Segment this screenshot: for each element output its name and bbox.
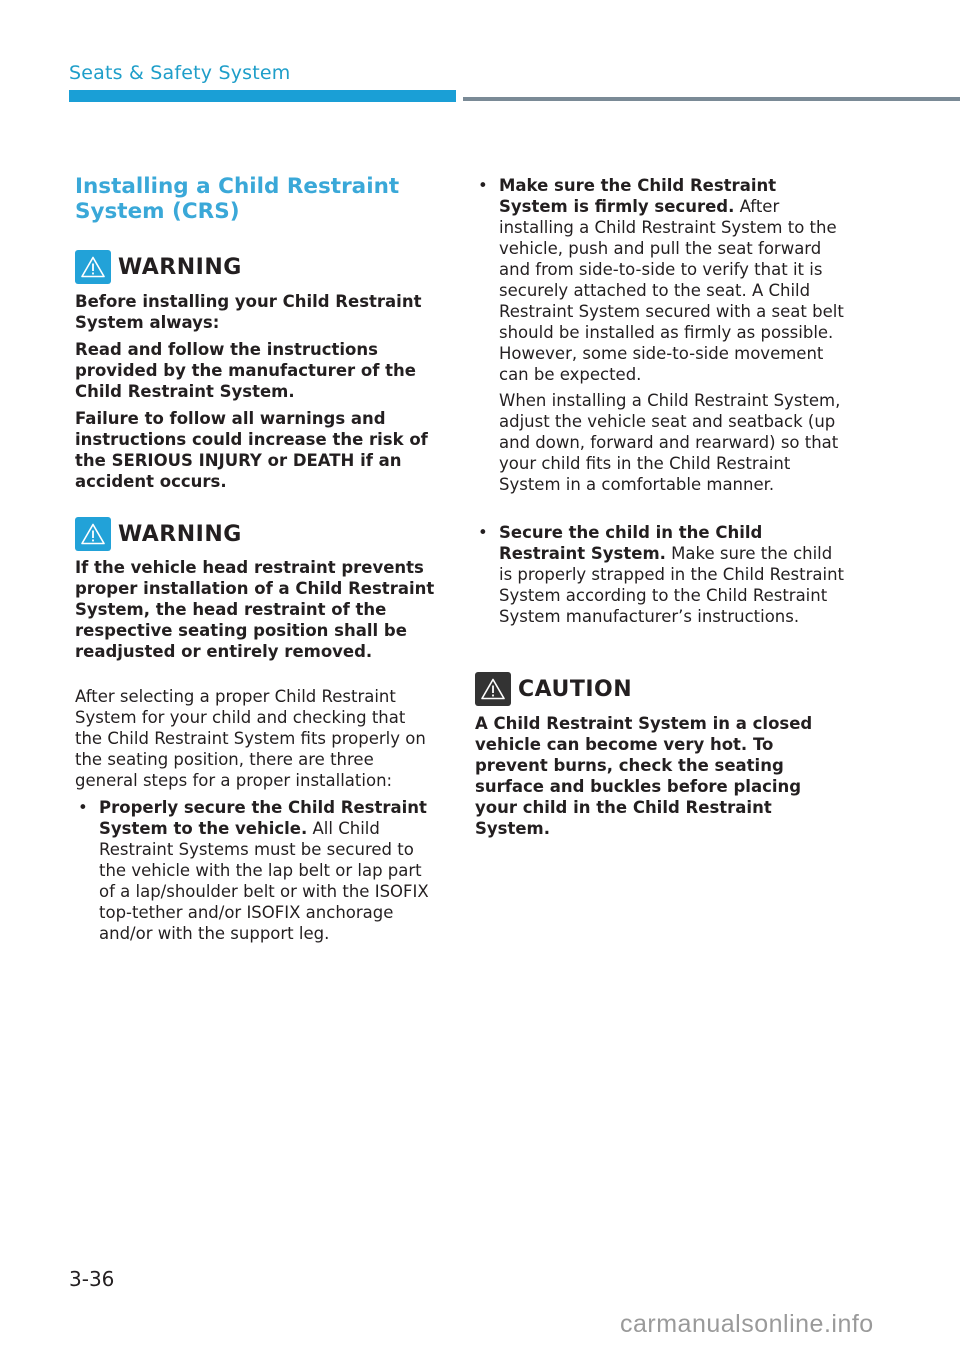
list-item bbox=[475, 175, 845, 385]
warning-triangle-icon bbox=[75, 517, 111, 551]
bullet-bold-2: Make sure the Child Restraint System is firmly secured. bbox=[499, 176, 777, 216]
page-number: 3-36 bbox=[69, 1267, 115, 1291]
header-accent-bar bbox=[69, 90, 456, 102]
page-header-title: Seats & Safety System bbox=[69, 62, 291, 84]
header-rule bbox=[463, 97, 960, 101]
caution-paragraph: A Child Restraint System in a closed vehicle can become very hot. To prevent burns, check the seating surface and buckles before placing your child in the Child Restraint System. bbox=[475, 714, 813, 838]
bullet-dot: • bbox=[478, 176, 488, 195]
watermark-text: carmanualsonline.info bbox=[620, 1310, 874, 1338]
warning1-paragraph-1: Before installing your Child Restraint System always: bbox=[75, 292, 422, 332]
bullet-text-2: After installing a Child Restraint System to the vehicle, push and pull the seat forward and from side-to-side to verify that it is securely attached to the seat. A Child Restraint System secured with a seat belt should be installed as firmly as possible. However, some side-to-side movement can be expected. bbox=[499, 197, 844, 384]
list-item bbox=[75, 797, 435, 944]
bullet-bold-1: Properly secure the Child Restraint System to the vehicle. bbox=[99, 798, 427, 838]
warning1-paragraph-2: Read and follow the instructions provided by the manufacturer of the Child Restraint System. bbox=[75, 340, 416, 401]
warning-label-1: WARNING bbox=[118, 254, 242, 280]
bullet-text-3: Make sure the child is properly strapped in the Child Restraint System according to the Child Restraint System manufacturer’s instructions. bbox=[499, 544, 845, 626]
warning2-paragraph-1: If the vehicle head restraint prevents proper installation of a Child Restraint System, the head restraint of the respective seating position shall be readjusted or entirely removed. bbox=[75, 558, 435, 661]
caution-label: CAUTION bbox=[518, 676, 633, 702]
warning-label-2: WARNING bbox=[118, 521, 242, 547]
bullet-dot: • bbox=[478, 523, 488, 542]
bullet-dot: • bbox=[78, 798, 88, 817]
bullet-text-1: All Child Restraint Systems must be secured to the vehicle with the lap belt or lap part of a lap/shoulder belt or with the ISOFIX top-tether and/or ISOFIX anchorage and/or with the support leg. bbox=[99, 819, 429, 943]
warning-triangle-icon bbox=[75, 250, 111, 284]
caution-heading bbox=[475, 672, 632, 706]
intro-paragraph: After selecting a proper Child Restraint System for your child and checking that the Child Restraint System fits properly on the seating position, there are three general steps for a proper installation: bbox=[75, 687, 426, 790]
list-item bbox=[475, 522, 845, 627]
warning-heading-1 bbox=[75, 250, 242, 284]
bullet-extra-paragraph: When installing a Child Restraint System, adjust the vehicle seat and seatback (up and down, forward and rearward) so that your child fits in the Child Restraint System in a comfortable manner. bbox=[499, 391, 841, 494]
bullet-bold-3: Secure the child in the Child Restraint System. bbox=[499, 523, 763, 563]
warning1-paragraph-3: Failure to follow all warnings and instructions could increase the risk of the SERIOUS INJURY or DEATH if an accident occurs. bbox=[75, 409, 428, 491]
caution-triangle-icon bbox=[475, 672, 511, 706]
section-title: Installing a Child Restraint System (CRS) bbox=[75, 174, 400, 224]
warning-heading-2 bbox=[75, 517, 242, 551]
